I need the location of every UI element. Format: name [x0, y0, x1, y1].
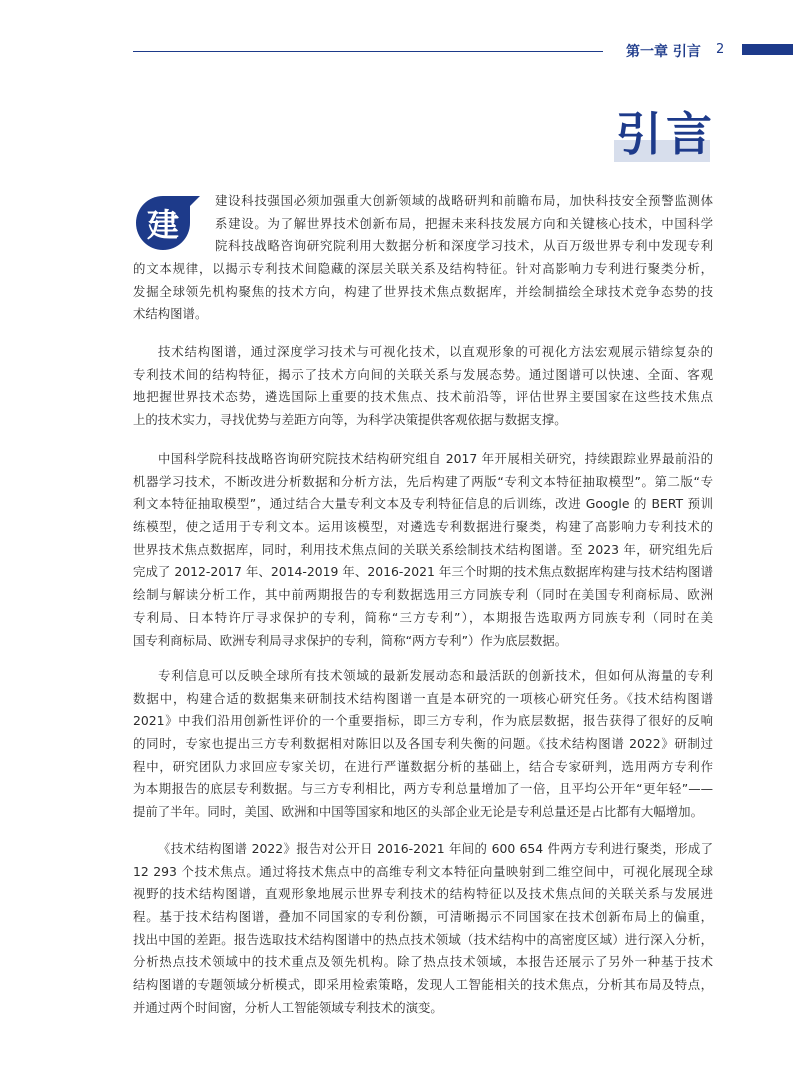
text-line: 国专利商标局、欧洲专利局寻求保护的专利，简称“两方专利”）作为底层数据。	[133, 632, 568, 648]
text-line: 术结构图谱。	[133, 306, 208, 322]
page-number: 2	[716, 42, 725, 57]
header-accent-bar	[742, 44, 793, 55]
text-line: 12 293 个技术焦点。通过将技术焦点中的高维专利文本特征向量映射到二维空间中，可视化展现全球	[133, 863, 713, 879]
text-line: 发掘全球领先机构聚焦的技术方向，构建了世界技术焦点数据库，并绘制描绘全球技术竞争态势的技	[133, 283, 713, 299]
text-line: 完成了 2012-2017 年、2014-2019 年、2016-2021 年三个时期的技术焦点数据库构建与技术结构图谱	[133, 564, 713, 580]
page-title: 引言	[616, 107, 716, 161]
dropcap-character: 建	[146, 206, 179, 244]
text-line: 提前了半年。同时，美国、欧洲和中国等国家和地区的头部企业无论是专利总量还是占比都有大幅增加。	[133, 804, 703, 820]
text-line: 的同时，专家也提出三方专利数据相对陈旧以及各国专利失衡的问题。《技术结构图谱 2022》研制过	[133, 736, 713, 752]
text-line: 利文本特征抽取模型”，通过结合大量专利文本及专利特征信息的后训练，改进 Google 的 BERT 预训	[133, 496, 713, 512]
text-line: 技术结构图谱，通过深度学习技术与可视化技术，以直观形象的可视化方法宏观展示错综复杂的	[158, 344, 713, 359]
text-line: 专利信息可以反映全球所有技术领域的最新发展动态和最活跃的创新技术，但如何从海量的专利	[158, 668, 713, 683]
text-line: 程。基于技术结构图谱，叠加不同国家的专利份额，可清晰揭示不同国家在技术创新布局上的偏重，	[133, 909, 713, 925]
paragraph-4	[133, 665, 713, 824]
text-line: 机器学习技术，不断改进分析数据和分析方法，先后构建了两版“专利文本特征抽取模型”。第二版“专	[133, 473, 713, 489]
text-line: 结构图谱的专题领域分析模式，即采用检索策略，发现人工智能相关的技术焦点，分析其布局及特点，	[133, 977, 713, 993]
text-line: 《技术结构图谱 2022》报告对公开日 2016-2021 年间的 600 654 件两方专利进行聚类，形成了	[158, 841, 713, 856]
paragraph-2	[133, 341, 713, 432]
text-line: 地把握世界技术态势，遴选国际上重要的技术焦点、技术前沿等，评估世界主要国家在这些技术焦点	[133, 389, 713, 405]
text-line: 找出中国的差距。报告选取技术结构图谱中的热点技术领域（技术结构中的高密度区域）进行深入分析，	[133, 931, 713, 947]
text-line: 数据中，构建合适的数据集来研制技术结构图谱一直是本研究的一项核心研究任务。《技术结构图谱	[133, 690, 713, 706]
text-line: 上的技术实力，寻找优势与差距方向等，为科学决策提供客观依据与数据支撑。	[133, 412, 567, 428]
text-line: 程中，研究团队力求回应专家关切，在进行严谨数据分析的基础上，结合专家研判，选用两方专利作	[133, 758, 713, 774]
text-line: 绘制与解读分析工作，其中前两期报告的专利数据选用三方同族专利（同时在美国专利商标局、欧洲	[133, 587, 713, 603]
text-line: 视野的技术结构图谱，直观形象地展示世界专利技术的结构特征以及技术焦点间的关联关系与发展进	[133, 886, 713, 902]
text-line: 系建设。为了解世界技术创新布局，把握未来科技发展方向和关键核心技术，中国科学	[215, 215, 713, 231]
text-line: 世界技术焦点数据库，同时，利用技术焦点间的关联关系绘制技术结构图谱。至 2023 年，研究组先后	[133, 541, 713, 557]
text-line: 建设科技强国必须加强重大创新领域的战略研判和前瞻布局，加快科技安全预警监测体	[215, 193, 713, 208]
text-line: 专利技术间的结构特征，揭示了技术方向间的关联关系与发展态势。通过图谱可以快速、全面、客观	[133, 366, 713, 382]
paragraph-3	[133, 448, 713, 652]
text-line: 练模型，使之适用于专利文本。运用该模型，对遴选专利数据进行聚类，构建了高影响力专利技术的	[133, 519, 713, 535]
text-line: 2021》中我们沿用创新性评价的一个重要指标，即三方专利，作为底层数据，报告获得了很好的反响	[133, 713, 713, 729]
text-line: 并通过两个时间窗，分析人工智能领域专利技术的演变。	[133, 999, 443, 1015]
header-rule	[133, 51, 603, 52]
text-line: 院科技战略咨询研究院利用大数据分析和深度学习技术，从百万级世界专利中发现专利	[215, 238, 713, 254]
text-line: 分析热点技术领域中的技术重点及领先机构。除了热点技术领域，本报告还展示了另外一种基于技术	[133, 954, 713, 970]
text-line: 中国科学院科技战略咨询研究院技术结构研究组自 2017 年开展相关研究，持续跟踪业界最前沿的	[158, 451, 713, 466]
text-line: 的文本规律，以揭示专利技术间隐藏的深层关联关系及结构特征。针对高影响力专利进行聚类分析，	[133, 261, 713, 277]
paragraph-1	[133, 190, 713, 326]
chapter-label: 第一章 引言	[626, 44, 701, 60]
text-line: 专利局、日本特许厅寻求保护的专利，简称“三方专利”），本期报告选取两方同族专利（同时在美	[133, 609, 713, 625]
text-line: 为本期报告的底层专利数据。与三方专利相比，两方专利总量增加了一倍，且平均公开年“更年轻”——	[133, 781, 713, 797]
paragraph-5	[133, 838, 713, 1020]
